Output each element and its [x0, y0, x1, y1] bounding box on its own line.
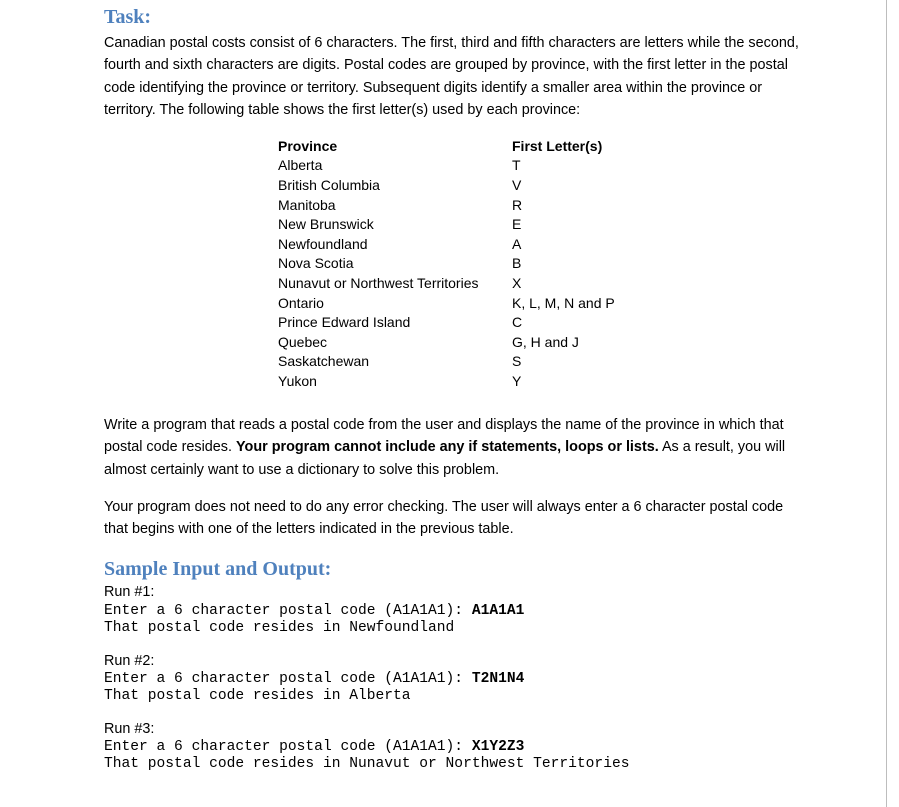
first-letters: S: [512, 353, 522, 370]
province-name: Ontario: [278, 294, 324, 311]
first-letters: C: [512, 314, 523, 331]
table-row: [275, 156, 618, 176]
run-1-label: Run #1:: [104, 584, 155, 600]
task-intro-paragraph: Canadian postal costs consist of 6 characters. The first, third and fifth characters are letters while the second, fourth and sixth characters are digits. Postal codes are grouped by province, with the first letter in the postal code identifying the province or territory. Subsequent digits identify a smaller area within the province or territory. The following table shows the first letter(s) used by each province:: [104, 35, 799, 118]
province-name: New Brunswick: [278, 216, 374, 233]
first-letters: X: [512, 274, 522, 291]
table-row: [275, 273, 618, 293]
province-name: Quebec: [278, 333, 328, 350]
table-row: [275, 332, 618, 352]
error-checking-paragraph: Your program does not need to do any error checking. The user will always enter a 6 character postal code that begins with one of the letters indicated in the previous table.: [104, 499, 784, 538]
requirements-text-start: Write a program that reads a postal code from the user and displays the name of the province in which that postal code resides.: [104, 417, 784, 456]
province-name: Alberta: [278, 157, 323, 174]
first-letters: V: [512, 176, 522, 193]
first-letters: T: [512, 157, 521, 174]
first-letter-column-header: First Letter(s): [512, 137, 603, 154]
table-row: [275, 175, 618, 195]
table-row: [275, 234, 618, 254]
sample-heading: Sample Input and Output:: [104, 558, 332, 580]
province-name: Yukon: [278, 372, 317, 389]
province-name: Newfoundland: [278, 235, 368, 252]
run-3-label: Run #3:: [104, 721, 155, 737]
requirements-restriction-bold: Your program cannot include any if statements, loops or lists.: [236, 439, 659, 456]
run-2-input: T2N1N4: [471, 671, 525, 687]
table-row: [275, 312, 618, 332]
requirements-text-end: As a result, you will almost certainly want to use a dictionary to solve this problem.: [104, 439, 786, 478]
table-row: [275, 195, 618, 215]
table-row: [275, 214, 618, 234]
run-1-prompt-line: [104, 603, 524, 620]
run-2-prompt: Enter a 6 character postal code (A1A1A1):: [104, 671, 472, 687]
run-2-output: That postal code resides in Alberta: [104, 688, 411, 704]
run-3-output: That postal code resides in Nunavut or Northwest Territories: [104, 756, 630, 772]
run-2-label: Run #2:: [104, 653, 155, 669]
page-edge-rule: [886, 0, 887, 807]
first-letters: K, L, M, N and P: [512, 294, 615, 311]
province-name: Nunavut or Northwest Territories: [278, 274, 479, 291]
first-letters: G, H and J: [512, 333, 579, 350]
province-name: Nova Scotia: [278, 255, 354, 272]
province-name: Saskatchewan: [278, 353, 370, 370]
province-name: British Columbia: [278, 176, 380, 193]
province-table-header-row: [275, 136, 618, 156]
run-2-prompt-line: [104, 671, 524, 688]
province-table: [275, 136, 618, 391]
run-3-prompt: Enter a 6 character postal code (A1A1A1):: [104, 739, 472, 755]
province-column-header: Province: [278, 137, 338, 154]
province-name: Prince Edward Island: [278, 314, 411, 331]
first-letters: Y: [512, 372, 522, 389]
program-requirements-paragraph: [104, 414, 804, 481]
run-3-prompt-line: [104, 739, 524, 756]
table-row: [275, 293, 618, 313]
task-heading: Task:: [104, 6, 152, 28]
first-letters: E: [512, 216, 522, 233]
province-name: Manitoba: [278, 196, 336, 213]
run-1-prompt: Enter a 6 character postal code (A1A1A1):: [104, 603, 472, 619]
first-letters: B: [512, 255, 522, 272]
run-1-output: That postal code resides in Newfoundland: [104, 620, 455, 636]
run-3-input: X1Y2Z3: [471, 739, 525, 755]
first-letters: R: [512, 196, 523, 213]
first-letters: A: [512, 235, 522, 252]
table-row: [275, 352, 618, 372]
table-row: [275, 254, 618, 274]
run-1-input: A1A1A1: [471, 603, 525, 619]
table-row: [275, 371, 618, 391]
